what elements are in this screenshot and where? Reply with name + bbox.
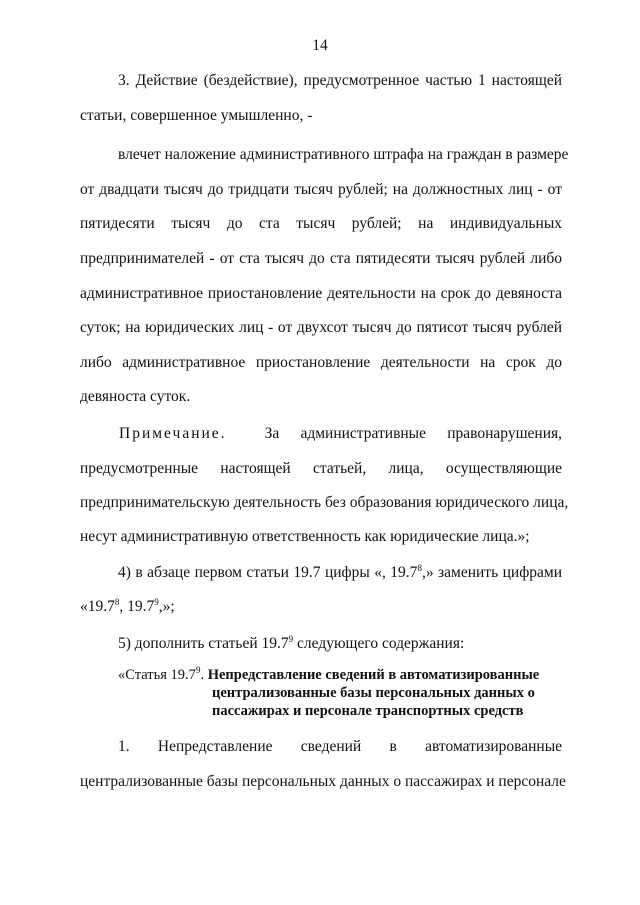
paragraph-line: суток; на юридических лиц - от двухсот тысяч до пятисот тысяч рублей — [80, 319, 562, 336]
paragraph-line: предусмотренные настоящей статьей, лица, осуществляющие — [80, 460, 562, 477]
note-text: За административные правонарушения, — [264, 425, 562, 442]
paragraph-line: от двадцати тысяч до тридцати тысяч рублей; на должностных лиц - от — [80, 181, 562, 198]
paragraph-line: пятидесяти тысяч до ста тысяч рублей; на индивидуальных — [80, 215, 562, 232]
article-heading — [80, 666, 562, 722]
amendment-item-4: 4) в абзаце первом статьи 19.7 цифры «, 19.7$^8$,» заменить цифрами — [118, 563, 562, 581]
paragraph-line: влечет наложение административного штрафа на граждан в размере — [118, 146, 569, 163]
article-heading-line: «Статья 19.7$^9$. Непредставление сведений в автоматизированные — [118, 665, 540, 683]
paragraph-line: 1. Непредставление сведений в автоматизированные — [118, 738, 562, 755]
amendment-item-5: 5) дополнить статьей 19.7$^9$ следующего содержания: — [118, 634, 465, 652]
paragraph-line: административное приостановление деятельности на срок до девяноста — [80, 285, 562, 302]
note-label: Примечание. — [119, 425, 227, 442]
paragraph-line: либо административное приостановление деятельности на срок до — [80, 354, 562, 371]
paragraph-line: несут административную ответственность как юридические лица.»; — [80, 528, 530, 545]
paragraph-line: 3. Действие (бездействие), предусмотренное частью 1 настоящей — [118, 72, 562, 89]
amendment-item-4-cont: «19.7$^8$, 19.7$^9$,»; — [80, 597, 175, 615]
paragraph-line: статьи, совершенное умышленно, - — [80, 107, 313, 124]
paragraph-line: централизованные базы персональных данных о пассажирах и персонале — [80, 773, 566, 790]
note-first-line — [119, 424, 562, 444]
paragraph-line: девяноста суток. — [80, 388, 191, 405]
page-number: 14 — [312, 37, 328, 54]
paragraph-line: предпринимательскую деятельность без образования юридического лица, — [80, 494, 569, 511]
paragraph-line: предпринимателей - от ста тысяч до ста пятидесяти тысяч рублей либо — [80, 250, 562, 267]
article-heading-line: пассажирах и персонале транспортных средств — [212, 703, 524, 719]
article-heading-line: централизованные базы персональных данных о — [212, 685, 535, 701]
